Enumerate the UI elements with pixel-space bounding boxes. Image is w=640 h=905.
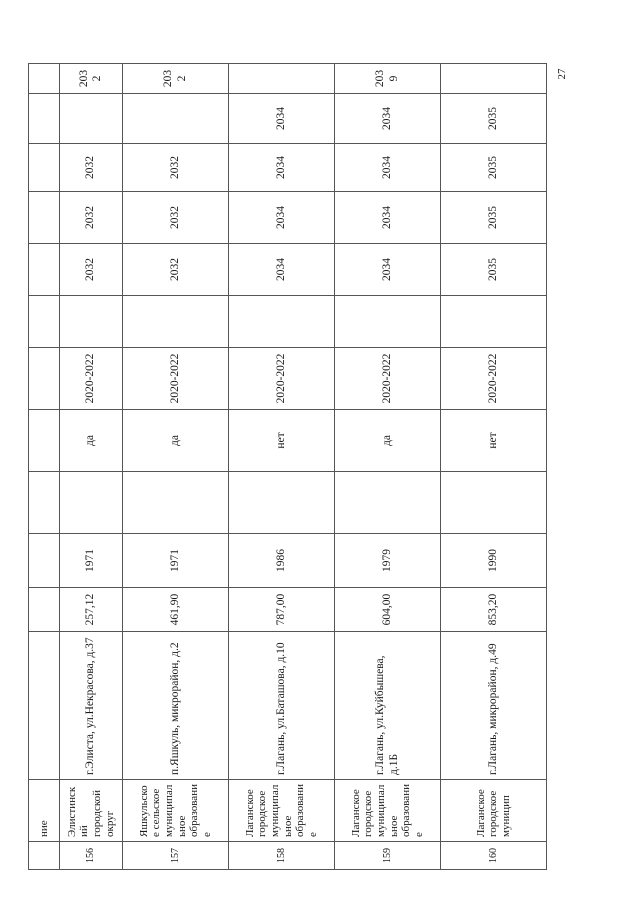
page-number: 27: [556, 68, 568, 80]
cell-year-5: 2032: [60, 64, 123, 94]
cell-row-number: 158: [229, 842, 335, 870]
cell-empty: [123, 472, 229, 534]
cell-year-1: 2034: [335, 244, 441, 296]
cell-empty: [229, 296, 335, 348]
cell-period: 2020-2022: [123, 348, 229, 410]
cell-empty: [29, 534, 60, 588]
cell-empty: [60, 472, 123, 534]
cell-year-4: [123, 94, 229, 144]
cell-period: 2020-2022: [441, 348, 547, 410]
cell-municipality-cont: ние: [29, 780, 60, 842]
cell-address: п.Яшкуль, микрорайон, д.2: [123, 632, 229, 780]
cell-year-1: 2035: [441, 244, 547, 296]
cell-address: г.Элиста, ул.Некрасова, д.37: [60, 632, 123, 780]
cell-address: г.Лагань, ул.Баташова, д.10: [229, 632, 335, 780]
cell-empty: [441, 472, 547, 534]
cell-empty: [29, 348, 60, 410]
cell-year: 1971: [123, 534, 229, 588]
cell-year-4: 2034: [335, 94, 441, 144]
cell-year-5: [229, 64, 335, 94]
cell-year-2: 2035: [441, 192, 547, 244]
cell-empty: [29, 192, 60, 244]
cell-year-2: 2032: [60, 192, 123, 244]
table-row-continuation: [29, 64, 60, 870]
cell-year: 1986: [229, 534, 335, 588]
cell-empty: [29, 842, 60, 870]
cell-empty: [29, 64, 60, 94]
cell-empty: [335, 296, 441, 348]
cell-flag: да: [335, 410, 441, 472]
cell-empty: [123, 296, 229, 348]
cell-year-2: 2034: [229, 192, 335, 244]
cell-period: 2020-2022: [335, 348, 441, 410]
cell-empty: [29, 144, 60, 192]
cell-year-3: 2032: [60, 144, 123, 192]
cell-empty: [229, 472, 335, 534]
cell-year-3: 2032: [123, 144, 229, 192]
cell-area: 257,12: [60, 588, 123, 632]
cell-empty: [29, 588, 60, 632]
cell-year-5: [441, 64, 547, 94]
cell-year: 1990: [441, 534, 547, 588]
cell-area: 853,20: [441, 588, 547, 632]
document-table: [28, 63, 547, 870]
cell-year-1: 2032: [60, 244, 123, 296]
cell-year-1: 2034: [229, 244, 335, 296]
cell-year: 1971: [60, 534, 123, 588]
table-row: [441, 64, 547, 870]
cell-municipality: Лаганское городское муниципальное образование: [229, 780, 335, 842]
table-row: [123, 64, 229, 870]
cell-address: г.Лагань, ул.Куйбышева, д.1Б: [335, 632, 441, 780]
table-row: [335, 64, 441, 870]
cell-empty: [29, 472, 60, 534]
cell-year-4: 2034: [229, 94, 335, 144]
cell-year-4: [60, 94, 123, 144]
cell-empty: [29, 94, 60, 144]
cell-year-4: 2035: [441, 94, 547, 144]
cell-empty: [29, 632, 60, 780]
cell-area: 787,00: [229, 588, 335, 632]
table-row: [229, 64, 335, 870]
cell-area: 604,00: [335, 588, 441, 632]
cell-row-number: 156: [60, 842, 123, 870]
cell-flag: нет: [229, 410, 335, 472]
cell-address: г.Лагань, микрорайон, д.49: [441, 632, 547, 780]
cell-municipality: Элистинский городской округ: [60, 780, 123, 842]
cell-year-2: 2032: [123, 192, 229, 244]
cell-municipality: Яшкульское сельское муниципальное образование: [123, 780, 229, 842]
cell-flag: да: [123, 410, 229, 472]
cell-empty: [29, 296, 60, 348]
cell-year-3: 2034: [229, 144, 335, 192]
cell-empty: [335, 472, 441, 534]
cell-row-number: 159: [335, 842, 441, 870]
cell-empty: [29, 244, 60, 296]
cell-flag: да: [60, 410, 123, 472]
cell-year-5: 2032: [123, 64, 229, 94]
cell-year-1: 2032: [123, 244, 229, 296]
cell-municipality: Лаганское городское муницип: [441, 780, 547, 842]
cell-empty: [60, 296, 123, 348]
cell-year-2: 2034: [335, 192, 441, 244]
cell-row-number: 157: [123, 842, 229, 870]
cell-municipality: Лаганское городское муниципальное образование: [335, 780, 441, 842]
table-row: [60, 64, 123, 870]
cell-area: 461,90: [123, 588, 229, 632]
cell-period: 2020-2022: [60, 348, 123, 410]
cell-period: 2020-2022: [229, 348, 335, 410]
cell-empty: [29, 410, 60, 472]
cell-year-3: 2035: [441, 144, 547, 192]
rotated-table-container: [28, 64, 538, 870]
cell-empty: [441, 296, 547, 348]
cell-year-3: 2034: [335, 144, 441, 192]
cell-year-5: 2039: [335, 64, 441, 94]
cell-row-number: 160: [441, 842, 547, 870]
cell-year: 1979: [335, 534, 441, 588]
cell-flag: нет: [441, 410, 547, 472]
